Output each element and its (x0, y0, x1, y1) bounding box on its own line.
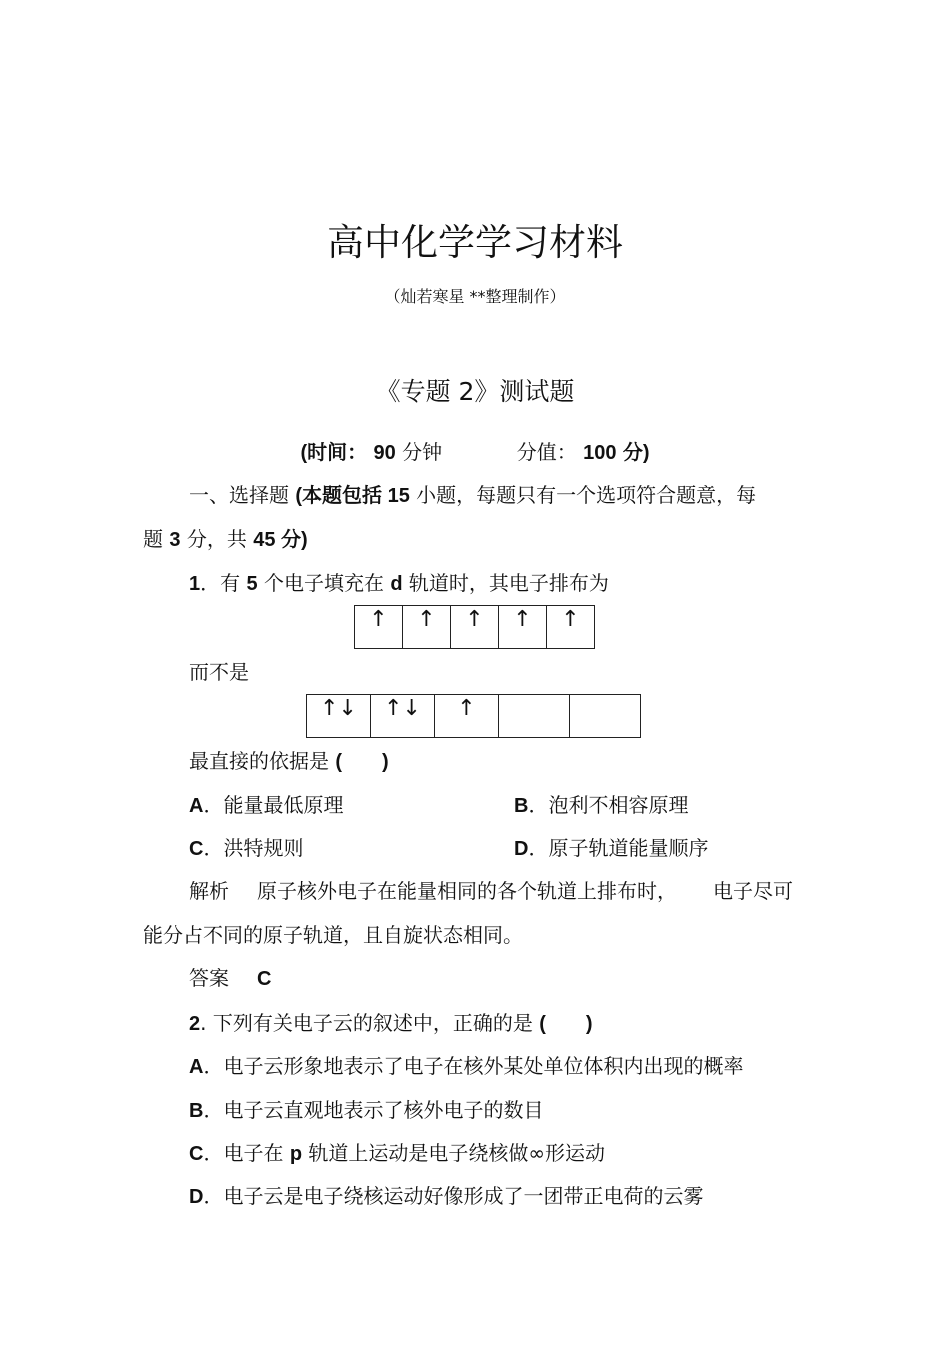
question-1-instead: 而不是 (189, 660, 249, 684)
question-1-stem: 1．有 5 个电子填充在 d 轨道时，其电子排布为 (189, 571, 609, 595)
document-title: 高中化学学习材料 (327, 221, 623, 264)
orbital-diagram-correct (354, 605, 595, 649)
score-value: 100 (583, 442, 617, 464)
answer-value: C (257, 968, 272, 990)
orbital-box: ↑ (355, 606, 403, 649)
document-subtitle: （灿若寒星 **整理制作） (384, 287, 566, 306)
q2-option-b: B．电子云直观地表示了核外电子的数目 (189, 1098, 544, 1122)
orbital-box: ↑ (451, 606, 499, 649)
question-2-stem: 2. 下列有关电子云的叙述中，正确的是 ( ) (189, 1011, 593, 1035)
score-label: 分值： (516, 440, 577, 464)
test-title: 《专题 2》测试题 (375, 377, 575, 406)
option-c: C．洪特规则 (189, 836, 304, 860)
orbital-box (499, 695, 570, 738)
option-d: D．原子轨道能量顺序 (514, 836, 709, 860)
test-meta (0, 436, 950, 465)
option-a: A．能量最低原理 (189, 793, 344, 817)
section-intro-line2: 题 3 分，共 45 分) (143, 527, 308, 551)
section-intro-line1: 一、选择题 (本题包括 15 小题，每题只有一个选项符合题意，每 (189, 483, 757, 507)
q2-option-c: C．电子在 p 轨道上运动是电子绕核做∞形运动 (189, 1141, 606, 1165)
orbital-box: ↑ (547, 606, 595, 649)
question-1-analysis: 解析 原子核外电子在能量相同的各个轨道上排布时， 电子尽可 (189, 879, 793, 903)
orbital-box: ↑↓ (307, 695, 371, 738)
score-unit: 分) (622, 442, 650, 464)
analysis-label: 解析 (189, 879, 229, 903)
orbital-box (570, 695, 641, 738)
question-1-analysis-cont: 能分占不同的原子轨道，且自旋状态相同。 (143, 923, 523, 947)
option-b: B．泡利不相容原理 (514, 793, 689, 817)
q2-option-d: D．电子云是电子绕核运动好像形成了一团带正电荷的云雾 (189, 1184, 704, 1208)
question-1-answer (189, 962, 271, 991)
orbital-diagram-incorrect (306, 694, 641, 738)
orbital-box: ↑ (435, 695, 499, 738)
time-unit: 分钟 (402, 440, 443, 464)
orbital-box: ↑ (499, 606, 547, 649)
question-1-prompt: 最直接的依据是 ( ) (189, 749, 389, 773)
orbital-box: ↑ (403, 606, 451, 649)
question-number: 1 (189, 573, 201, 595)
question-number: 2 (189, 1013, 201, 1035)
orbital-box: ↑↓ (371, 695, 435, 738)
answer-label: 答案 (189, 966, 229, 990)
time-label: (时间： (300, 442, 368, 464)
time-value: 90 (373, 442, 396, 464)
q2-option-a: A．电子云形象地表示了电子在核外某处单位体积内出现的概率 (189, 1054, 744, 1078)
